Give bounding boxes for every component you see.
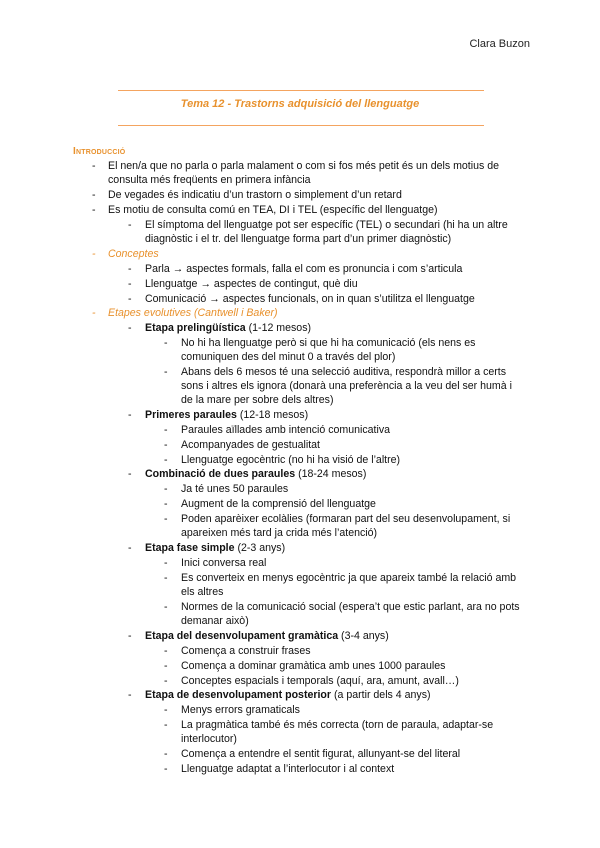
stage-name: Primeres paraules [145, 409, 237, 421]
bullet-dash: - [164, 366, 168, 378]
bullet-dash: - [128, 278, 132, 290]
bullet-dash: - [164, 704, 168, 716]
stage-item: sons i altres els ignora (donarà una preferència a la veu del ser humà i [181, 380, 512, 392]
stage-range: (3-4 anys) [338, 630, 389, 642]
stage-item: interlocutor) [181, 733, 237, 745]
bullet-dash: - [92, 248, 96, 260]
concepte-item: Comunicació → aspectes funcionals, on in quan s’utilitza el llenguatge [145, 293, 475, 305]
bullet-dash: - [164, 572, 168, 584]
section-heading-introduccio: Introducció [73, 146, 126, 157]
stage-title [145, 409, 308, 422]
bullet-dash: - [92, 307, 96, 319]
stage-item: Comença a dominar gramàtica amb unes 1000 paraules [181, 660, 446, 672]
stage-item: Paraules aïllades amb intenció comunicativa [181, 424, 391, 436]
stage-title [145, 630, 389, 643]
stage-title [145, 689, 431, 702]
stage-item: Llenguatge egocèntric (no hi ha visió de l’altre) [181, 454, 401, 466]
intro-line: consulta més freqüents en primera infància [108, 174, 311, 186]
stage-name: Etapa fase simple [145, 542, 235, 554]
intro-line: El nen/a que no parla o parla malament o com si fos més petit és un dels motius de [108, 160, 500, 172]
stage-range: (1-12 mesos) [245, 322, 312, 334]
stage-item: Es converteix en menys egocèntric ja que apareix també la relació amb [181, 572, 517, 584]
bullet-dash: - [92, 189, 96, 201]
stage-item: Comença a entendre el sentit figurat, allunyant-se del literal [181, 748, 461, 760]
stage-item: Conceptes espacials i temporals (aquí, ara, amunt, avall…) [181, 675, 459, 687]
bullet-dash: - [164, 439, 168, 451]
bullet-dash: - [128, 322, 132, 334]
bullet-dash: - [164, 601, 168, 613]
stage-item: els altres [181, 586, 224, 598]
stage-item: comuniquen des del minut 0 a través del plor) [181, 351, 396, 363]
stage-item: Poden aparèixer ecolàlies (formaran part del seu desenvolupament, si [181, 513, 511, 525]
intro-subline: diagnòstic i el tr. del llenguatge forma part d’un primer diagnòstic) [145, 233, 452, 245]
stage-name: Combinació de dues paraules [145, 468, 296, 480]
intro-subline: El símptoma del llenguatge pot ser específic (TEL) o secundari (hi ha un altre [145, 219, 508, 231]
stage-item: Ja té unes 50 paraules [181, 483, 289, 495]
stage-item: de la mare per sobre dels altres) [181, 394, 334, 406]
bullet-dash: - [128, 689, 132, 701]
bullet-dash: - [164, 645, 168, 657]
stage-range: (2-3 anys) [234, 542, 286, 554]
bullet-dash: - [128, 542, 132, 554]
bullet-dash: - [164, 454, 168, 466]
stage-item: Augment de la comprensió del llenguatge [181, 498, 376, 510]
bullet-dash: - [164, 513, 168, 525]
stage-range: (a partir dels 4 anys) [331, 689, 431, 701]
stage-name: Etapa del desenvolupament gramàtica [145, 630, 339, 642]
bullet-dash: - [164, 719, 168, 731]
stage-item: apareixen més tard ja crida més l’atenció) [181, 527, 378, 539]
bullet-dash: - [164, 483, 168, 495]
bullet-dash: - [128, 468, 132, 480]
stage-item: Comença a construir frases [181, 645, 311, 657]
author-name: Clara Buzon [469, 38, 530, 50]
bullet-dash: - [128, 293, 132, 305]
bullet-dash: - [164, 763, 168, 775]
bullet-dash: - [128, 219, 132, 231]
stage-range: (12-18 mesos) [236, 409, 309, 421]
stage-title [145, 322, 311, 335]
bullet-dash: - [164, 337, 168, 349]
bullet-dash: - [92, 160, 96, 172]
bullet-dash: - [128, 263, 132, 275]
etapes-heading: Etapes evolutives (Cantwell i Baker) [108, 307, 278, 319]
page-title: Tema 12 - Trastorns adquisició del llenguatge [180, 98, 420, 110]
stage-name: Etapa prelingüística [145, 322, 246, 334]
stage-item: La pragmàtica també és més correcta (torn de paraula, adaptar-se [181, 719, 494, 731]
stage-item: Normes de la comunicació social (espera’t que estic parlant, ara no pots [181, 601, 520, 613]
bullet-dash: - [92, 204, 96, 216]
stage-item: Abans dels 6 mesos té una selecció auditiva, respondrà millor a certs [181, 366, 507, 378]
bullet-dash: - [164, 424, 168, 436]
stage-item: Acompanyades de gestualitat [181, 439, 320, 451]
bullet-dash: - [164, 498, 168, 510]
bullet-dash: - [128, 630, 132, 642]
bullet-dash: - [164, 660, 168, 672]
concepte-item: Parla → aspectes formals, falla el com es pronuncia i com s’articula [145, 263, 463, 275]
stage-item: No hi ha llenguatge però si que hi ha comunicació (els nens es [181, 337, 476, 349]
conceptes-heading: Conceptes [108, 248, 159, 260]
stage-range: (18-24 mesos) [295, 468, 367, 480]
stage-item: Menys errors gramaticals [181, 704, 300, 716]
stage-item: demanar això) [181, 615, 249, 627]
stage-title [145, 542, 285, 555]
stage-title [145, 468, 366, 481]
intro-line: De vegades és indicatiu d’un trastorn o simplement d’un retard [108, 189, 402, 201]
bullet-dash: - [128, 409, 132, 421]
title-top-rule [118, 90, 484, 91]
bullet-dash: - [164, 675, 168, 687]
title-bottom-rule [118, 125, 484, 126]
concepte-item: Llenguatge → aspectes de contingut, què diu [145, 278, 358, 290]
intro-line: Es motiu de consulta comú en TEA, DI i TEL (específic del llenguatge) [108, 204, 438, 216]
stage-item: Llenguatge adaptat a l’interlocutor i al context [181, 763, 395, 775]
stage-name: Etapa de desenvolupament posterior [145, 689, 332, 701]
bullet-dash: - [164, 748, 168, 760]
stage-item: Inici conversa real [181, 557, 267, 569]
bullet-dash: - [164, 557, 168, 569]
